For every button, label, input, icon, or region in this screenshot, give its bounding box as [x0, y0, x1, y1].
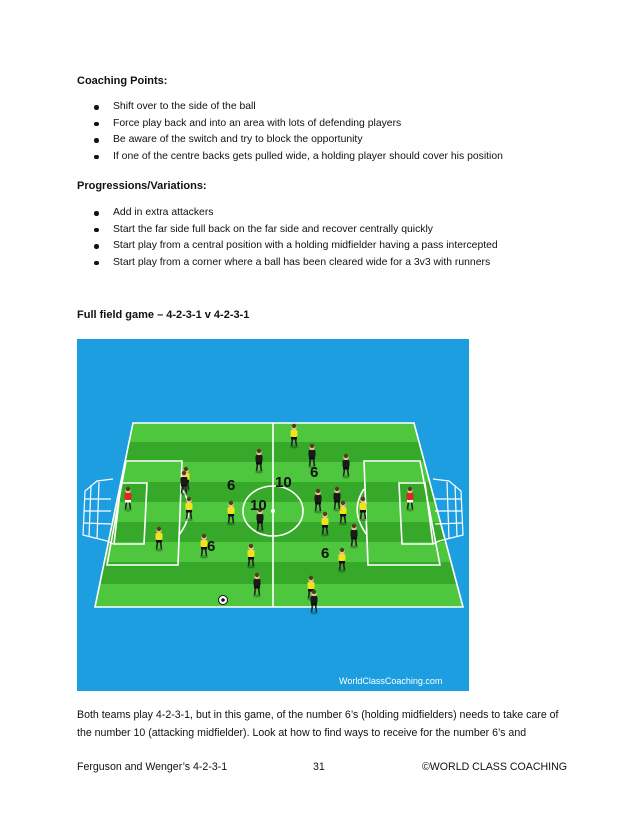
progressions-heading: Progressions/Variations:	[77, 180, 207, 192]
pitch-diagram	[77, 339, 469, 691]
bullet-icon	[94, 138, 99, 143]
list-item: Add in extra attackers	[77, 205, 547, 222]
ball-icon	[219, 596, 228, 605]
list-item: Start play from a central position with a holding midfielder having a pass intercepted	[77, 238, 547, 255]
list-item: Be aware of the switch and try to block the opportunity	[77, 132, 547, 149]
position-label: 6	[321, 545, 330, 562]
list-item: If one of the centre backs gets pulled wide, a holding player should cover his position	[77, 149, 547, 166]
coaching-points-heading: Coaching Points:	[77, 75, 168, 87]
list-item: Start the far side full back on the far side and recover centrally quickly	[77, 222, 547, 239]
list-item: Start play from a corner where a ball has been cleared wide for a 3v3 with runners	[77, 255, 547, 272]
position-label: 10	[275, 474, 292, 491]
bullet-icon	[94, 122, 99, 127]
coaching-points-list	[77, 99, 547, 165]
bullet-icon	[94, 105, 99, 110]
bullet-icon	[94, 211, 99, 216]
watermark-text: WorldClassCoaching.com	[339, 676, 443, 686]
section-title: Full field game – 4-2-3-1 v 4-2-3-1	[77, 309, 250, 321]
position-label: 6	[227, 477, 236, 494]
list-item: Force play back and into an area with lots of defending players	[77, 116, 547, 133]
bullet-icon	[94, 261, 99, 266]
progressions-list	[77, 205, 547, 271]
body-line-2: the number 10 (attacking midfielder). Look at how to find ways to receive for the number 6’s and	[77, 727, 527, 739]
body-line-1: Both teams play 4-2-3-1, but in this game, of the number 6’s (holding midfielders) needs to take care of	[77, 709, 559, 721]
page-number: 31	[313, 761, 325, 773]
position-label: 6	[310, 464, 319, 481]
list-item: Shift over to the side of the ball	[77, 99, 547, 116]
position-label: 10	[250, 497, 267, 514]
footer-copyright: ©WORLD CLASS COACHING	[422, 761, 567, 773]
bullet-icon	[94, 244, 99, 249]
bullet-icon	[94, 155, 99, 160]
footer-title: Ferguson and Wenger’s 4-2-3-1	[77, 761, 228, 773]
position-label: 6	[207, 538, 216, 555]
bullet-icon	[94, 228, 99, 233]
